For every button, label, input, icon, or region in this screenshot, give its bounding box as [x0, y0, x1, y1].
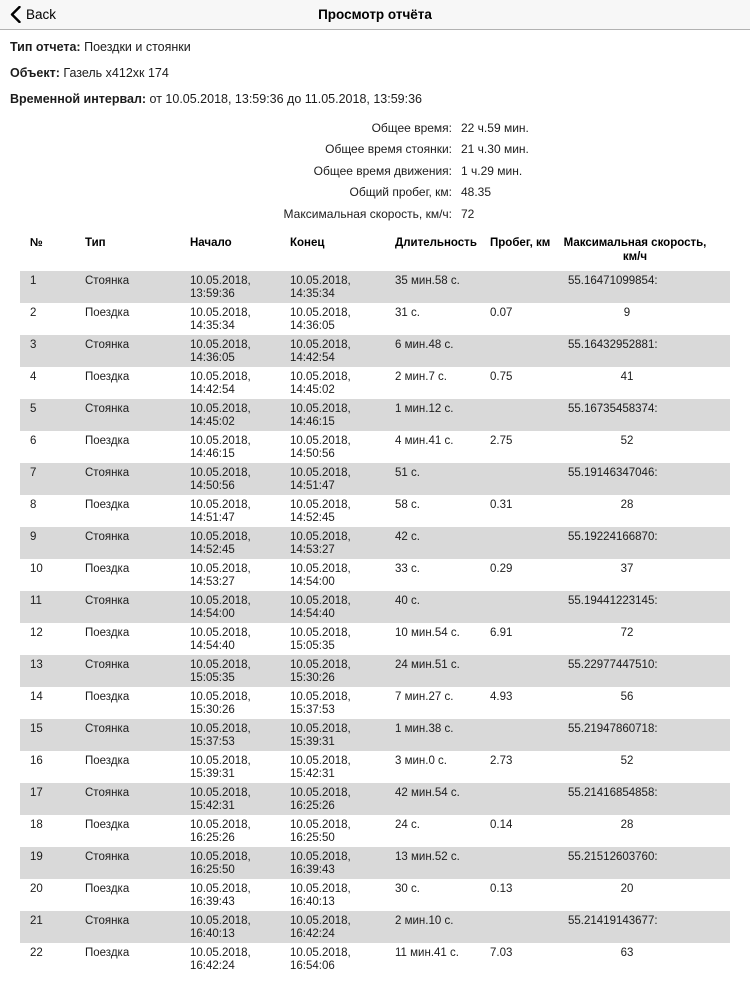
column-header-number: № — [30, 237, 43, 250]
row-end-cell: 10.05.2018, 15:37:53 — [290, 691, 351, 717]
row-max-speed-cell: 55.22977447510: — [568, 659, 658, 672]
row-max-speed-cell: 55.21512603760: — [568, 851, 658, 864]
row-duration-cell: 7 мин.27 с. — [395, 691, 454, 704]
row-max-speed-cell: 52 — [620, 755, 634, 768]
table-row — [20, 399, 730, 431]
row-end-cell: 10.05.2018, 14:45:02 — [290, 371, 351, 397]
row-mileage-cell — [490, 591, 560, 623]
row-max-speed-cell: 28 — [620, 499, 634, 512]
row-end-cell: 10.05.2018, 16:39:43 — [290, 851, 351, 877]
row-start-cell: 10.05.2018, 14:46:15 — [190, 435, 251, 461]
summary-value: 72 — [461, 206, 475, 221]
row-mileage-cell: 6.91 — [490, 627, 513, 640]
report-object-label: Объект: — [10, 66, 60, 80]
summary-label: Общее время движения: — [313, 163, 452, 178]
row-duration-cell: 1 мин.12 с. — [395, 403, 454, 416]
row-number-cell: 22 — [30, 947, 43, 960]
row-number-cell: 21 — [30, 915, 43, 928]
row-type-cell: Поездка — [85, 499, 130, 512]
row-end-cell: 10.05.2018, 14:51:47 — [290, 467, 351, 493]
column-header-max-speed: Максимальная скорость, км/ч — [563, 237, 707, 263]
row-type-cell: Поездка — [85, 627, 130, 640]
row-end-cell: 10.05.2018, 14:53:27 — [290, 531, 351, 557]
row-duration-cell: 11 мин.41 с. — [395, 947, 459, 960]
column-header-start: Начало — [190, 237, 232, 250]
row-duration-cell: 13 мин.52 с. — [395, 851, 460, 864]
row-type-cell: Стоянка — [85, 275, 130, 288]
row-max-speed-cell: 56 — [620, 691, 634, 704]
row-mileage-cell — [490, 399, 560, 431]
row-start-cell: 10.05.2018, 14:50:56 — [190, 467, 251, 493]
row-end-cell: 10.05.2018, 14:36:05 — [290, 307, 351, 333]
report-type-label: Тип отчета: — [10, 40, 81, 54]
row-duration-cell: 10 мин.54 с. — [395, 627, 460, 640]
row-start-cell: 10.05.2018, 13:59:36 — [190, 275, 251, 301]
row-type-cell: Стоянка — [85, 915, 130, 928]
back-button[interactable] — [0, 6, 56, 23]
row-mileage-cell — [490, 847, 560, 879]
row-max-speed-cell: 55.19441223145: — [568, 595, 658, 608]
row-duration-cell: 58 с. — [395, 499, 420, 512]
navigation-bar — [0, 0, 750, 30]
row-duration-cell: 2 мин.7 с. — [395, 371, 448, 384]
summary-label: Максимальная скорость, км/ч: — [283, 206, 452, 221]
row-duration-cell: 40 с. — [395, 595, 420, 608]
row-start-cell: 10.05.2018, 14:54:40 — [190, 627, 251, 653]
row-type-cell: Поездка — [85, 691, 130, 704]
table-row — [20, 815, 730, 847]
row-mileage-cell: 0.14 — [490, 819, 513, 832]
row-mileage-cell — [490, 335, 560, 367]
row-end-cell: 10.05.2018, 14:54:00 — [290, 563, 351, 589]
row-end-cell: 10.05.2018, 16:42:24 — [290, 915, 351, 941]
row-end-cell: 10.05.2018, 15:42:31 — [290, 755, 351, 781]
report-object-line — [10, 65, 740, 82]
column-header-type: Тип — [85, 237, 106, 250]
row-end-cell: 10.05.2018, 16:40:13 — [290, 883, 351, 909]
summary-value: 48.35 — [461, 185, 492, 200]
row-duration-cell: 51 с. — [395, 467, 420, 480]
row-end-cell: 10.05.2018, 15:39:31 — [290, 723, 351, 749]
table-row — [20, 463, 730, 495]
summary-parking-time — [0, 139, 750, 160]
row-max-speed-cell: 55.19146347046: — [568, 467, 658, 480]
row-end-cell: 10.05.2018, 16:25:50 — [290, 819, 351, 845]
table-row — [20, 687, 730, 719]
row-mileage-cell — [490, 463, 560, 495]
row-max-speed-cell: 55.16471099854: — [568, 275, 658, 288]
row-duration-cell: 3 мин.0 с. — [395, 755, 448, 768]
row-end-cell: 10.05.2018, 16:54:06 — [290, 947, 351, 973]
row-max-speed-cell: 52 — [620, 435, 634, 448]
row-type-cell: Поездка — [85, 563, 130, 576]
summary-value: 21 ч.30 мин. — [461, 142, 529, 157]
row-number-cell: 11 — [30, 595, 42, 608]
table-row — [20, 655, 730, 687]
row-number-cell: 9 — [30, 531, 37, 544]
report-summary — [0, 118, 750, 225]
row-number-cell: 12 — [30, 627, 43, 640]
row-start-cell: 10.05.2018, 15:42:31 — [190, 787, 251, 813]
row-number-cell: 17 — [30, 787, 43, 800]
row-type-cell: Поездка — [85, 755, 130, 768]
table-row — [20, 271, 730, 303]
table-row — [20, 911, 730, 943]
row-mileage-cell: 2.73 — [490, 755, 513, 768]
summary-label: Общее время: — [371, 121, 452, 135]
row-start-cell: 10.05.2018, 16:25:50 — [190, 851, 251, 877]
row-mileage-cell — [490, 527, 560, 559]
summary-total-mileage — [0, 182, 750, 203]
table-row — [20, 879, 730, 911]
row-duration-cell: 33 с. — [395, 563, 420, 576]
row-max-speed-cell: 41 — [620, 371, 634, 384]
table-row — [20, 591, 730, 623]
report-table-header — [20, 231, 730, 271]
row-duration-cell: 1 мин.38 с. — [395, 723, 454, 736]
report-object-value: Газель х412хк 174 — [63, 66, 169, 80]
row-type-cell: Поездка — [85, 947, 130, 960]
row-duration-cell: 35 мин.58 с. — [395, 275, 460, 288]
column-header-end: Конец — [290, 237, 325, 250]
row-start-cell: 10.05.2018, 14:54:00 — [190, 595, 251, 621]
table-row — [20, 367, 730, 399]
row-type-cell: Поездка — [85, 819, 130, 832]
row-mileage-cell: 0.29 — [490, 563, 513, 576]
row-type-cell: Стоянка — [85, 339, 130, 352]
row-number-cell: 5 — [30, 403, 37, 416]
row-number-cell: 8 — [30, 499, 37, 512]
report-interval-line — [10, 91, 740, 108]
report-table-body — [20, 271, 730, 975]
row-max-speed-cell: 55.16735458374: — [568, 403, 658, 416]
summary-value: 1 ч.29 мин. — [461, 163, 523, 178]
row-max-speed-cell: 9 — [623, 307, 631, 320]
summary-total-time — [0, 118, 750, 139]
row-end-cell: 10.05.2018, 14:35:34 — [290, 275, 351, 301]
row-duration-cell: 24 мин.51 с. — [395, 659, 460, 672]
row-max-speed-cell: 63 — [620, 947, 634, 960]
row-max-speed-cell: 55.21947860718: — [568, 723, 658, 736]
row-number-cell: 1 — [30, 275, 37, 288]
row-start-cell: 10.05.2018, 15:30:26 — [190, 691, 251, 717]
report-interval-label: Временной интервал: — [10, 92, 147, 106]
row-end-cell: 10.05.2018, 15:05:35 — [290, 627, 351, 653]
row-type-cell: Поездка — [85, 307, 130, 320]
row-start-cell: 10.05.2018, 14:52:45 — [190, 531, 251, 557]
row-duration-cell: 6 мин.48 с. — [395, 339, 454, 352]
report-table — [20, 231, 730, 975]
row-start-cell: 10.05.2018, 15:05:35 — [190, 659, 251, 685]
row-number-cell: 2 — [30, 307, 37, 320]
row-start-cell: 10.05.2018, 14:51:47 — [190, 499, 251, 525]
summary-max-speed — [0, 204, 750, 225]
row-number-cell: 20 — [30, 883, 43, 896]
row-max-speed-cell: 72 — [620, 627, 634, 640]
table-row — [20, 719, 730, 751]
row-max-speed-cell: 28 — [620, 819, 634, 832]
row-mileage-cell: 4.93 — [490, 691, 513, 704]
row-start-cell: 10.05.2018, 14:53:27 — [190, 563, 251, 589]
row-number-cell: 19 — [30, 851, 43, 864]
row-max-speed-cell: 20 — [620, 883, 634, 896]
row-number-cell: 3 — [30, 339, 37, 352]
row-number-cell: 13 — [30, 659, 43, 672]
summary-label: Общее время стоянки: — [325, 142, 452, 157]
row-duration-cell: 30 с. — [395, 883, 420, 896]
table-row — [20, 623, 730, 655]
row-number-cell: 14 — [30, 691, 43, 704]
column-header-mileage: Пробег, км — [490, 237, 551, 250]
row-mileage-cell: 7.03 — [490, 947, 513, 960]
row-mileage-cell — [490, 783, 560, 815]
row-duration-cell: 31 с. — [395, 307, 420, 320]
row-max-speed-cell: 55.19224166870: — [568, 531, 658, 544]
row-start-cell: 10.05.2018, 15:37:53 — [190, 723, 251, 749]
row-start-cell: 10.05.2018, 14:45:02 — [190, 403, 251, 429]
table-row — [20, 783, 730, 815]
row-mileage-cell — [490, 655, 560, 687]
row-type-cell: Поездка — [85, 371, 130, 384]
column-header-duration: Длительность — [395, 237, 477, 250]
row-start-cell: 10.05.2018, 16:42:24 — [190, 947, 251, 973]
row-mileage-cell — [490, 719, 560, 751]
row-type-cell: Стоянка — [85, 403, 130, 416]
row-number-cell: 10 — [30, 563, 43, 576]
row-max-speed-cell: 55.21416854858: — [568, 787, 658, 800]
row-start-cell: 10.05.2018, 15:39:31 — [190, 755, 251, 781]
row-start-cell: 10.05.2018, 14:35:34 — [190, 307, 251, 333]
table-row — [20, 495, 730, 527]
table-row — [20, 303, 730, 335]
row-type-cell: Стоянка — [85, 595, 130, 608]
row-start-cell: 10.05.2018, 14:42:54 — [190, 371, 251, 397]
table-row — [20, 335, 730, 367]
row-type-cell: Поездка — [85, 883, 130, 896]
row-duration-cell: 42 мин.54 с. — [395, 787, 460, 800]
chevron-left-icon — [10, 6, 21, 23]
row-duration-cell: 2 мин.10 с. — [395, 915, 454, 928]
row-type-cell: Стоянка — [85, 787, 130, 800]
back-button-label: Back — [26, 7, 57, 22]
row-max-speed-cell: 55.21419143677: — [568, 915, 658, 928]
row-type-cell: Стоянка — [85, 467, 130, 480]
summary-driving-time — [0, 161, 750, 182]
row-mileage-cell — [490, 271, 560, 303]
report-interval-value: от 10.05.2018, 13:59:36 до 11.05.2018, 13:59:36 — [149, 92, 423, 106]
row-duration-cell: 42 с. — [395, 531, 420, 544]
row-duration-cell: 24 с. — [395, 819, 420, 832]
row-number-cell: 16 — [30, 755, 43, 768]
table-row — [20, 431, 730, 463]
row-mileage-cell: 0.13 — [490, 883, 513, 896]
row-number-cell: 18 — [30, 819, 43, 832]
report-info — [0, 30, 750, 108]
table-row — [20, 559, 730, 591]
row-mileage-cell — [490, 911, 560, 943]
row-end-cell: 10.05.2018, 14:50:56 — [290, 435, 351, 461]
report-type-line — [10, 39, 740, 56]
row-duration-cell: 4 мин.41 с. — [395, 435, 454, 448]
row-number-cell: 7 — [30, 467, 37, 480]
row-type-cell: Стоянка — [85, 723, 130, 736]
row-type-cell: Стоянка — [85, 531, 130, 544]
row-mileage-cell: 0.75 — [490, 371, 513, 384]
page-title: Просмотр отчёта — [318, 7, 432, 22]
table-row — [20, 943, 730, 975]
row-end-cell: 10.05.2018, 16:25:26 — [290, 787, 351, 813]
row-end-cell: 10.05.2018, 14:52:45 — [290, 499, 351, 525]
table-row — [20, 847, 730, 879]
row-mileage-cell: 0.07 — [490, 307, 513, 320]
row-type-cell: Стоянка — [85, 659, 130, 672]
row-max-speed-cell: 55.16432952881: — [568, 339, 658, 352]
row-type-cell: Стоянка — [85, 851, 130, 864]
summary-value: 22 ч.59 мин. — [461, 121, 529, 135]
table-row — [20, 527, 730, 559]
row-max-speed-cell: 37 — [620, 563, 634, 576]
row-start-cell: 10.05.2018, 14:36:05 — [190, 339, 251, 365]
row-mileage-cell: 2.75 — [490, 435, 513, 448]
row-start-cell: 10.05.2018, 16:40:13 — [190, 915, 251, 941]
row-start-cell: 10.05.2018, 16:39:43 — [190, 883, 251, 909]
row-number-cell: 4 — [30, 371, 37, 384]
row-start-cell: 10.05.2018, 16:25:26 — [190, 819, 251, 845]
summary-label: Общий пробег, км: — [349, 185, 452, 200]
row-end-cell: 10.05.2018, 14:46:15 — [290, 403, 351, 429]
row-mileage-cell: 0.31 — [490, 499, 513, 512]
row-end-cell: 10.05.2018, 15:30:26 — [290, 659, 351, 685]
row-number-cell: 6 — [30, 435, 37, 448]
row-end-cell: 10.05.2018, 14:42:54 — [290, 339, 351, 365]
row-type-cell: Поездка — [85, 435, 130, 448]
row-number-cell: 15 — [30, 723, 43, 736]
report-type-value: Поездки и стоянки — [84, 40, 191, 54]
table-row — [20, 751, 730, 783]
row-end-cell: 10.05.2018, 14:54:40 — [290, 595, 351, 621]
